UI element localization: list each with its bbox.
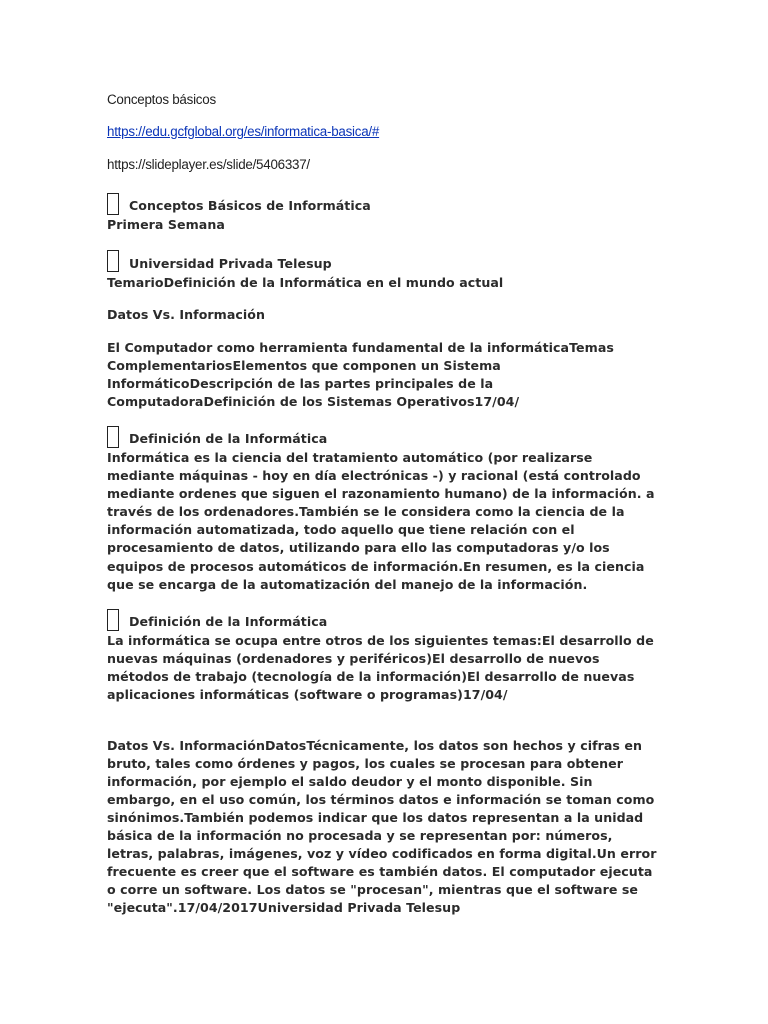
checkbox-glyph (107, 193, 119, 215)
paragraph-line: sinónimos.También podemos indicar que los datos representan a la unidad (107, 810, 644, 825)
paragraph-line: Informática es la ciencia del tratamiento automático (por realizarse (107, 450, 593, 465)
slideplayer-url: https://slideplayer.es/slide/5406337/ (107, 157, 310, 172)
paragraph-line: información automatizada, todo aquello que tiene relación con el (107, 522, 575, 537)
paragraph-line: información, por ejemplo el saldo deudor y el monto disponible. Sin (107, 774, 593, 789)
section-heading: Datos Vs. Información (107, 307, 265, 322)
gcfglobal-link[interactable]: https://edu.gcfglobal.org/es/informatica-basica/# (107, 124, 380, 139)
paragraph-line: embargo, en el uso común, los términos datos e información se toman como (107, 792, 655, 807)
paragraph-line: letras, palabras, imágenes, voz y vídeo codificados en forma digital.Un error (107, 846, 657, 861)
paragraph-line: ComplementariosElementos que componen un Sistema (107, 358, 501, 373)
paragraph-line: "ejecuta".17/04/2017Universidad Privada Telesup (107, 900, 461, 915)
paragraph-line: frecuente es creer que el software es también datos. El computador ejecuta (107, 864, 653, 879)
paragraph-line: mediante máquinas - hoy en día electrónicas -) y racional (está controlado (107, 468, 641, 483)
paragraph-line: nuevas máquinas (ordenadores y periféricos)El desarrollo de nuevos (107, 651, 600, 666)
paragraph-line: InformáticoDescripción de las partes principales de la (107, 376, 494, 391)
paragraph-line: procesamiento de datos, utilizando para ello las computadoras y/o los (107, 540, 610, 555)
paragraph-line: TemarioDefinición de la Informática en el mundo actual (107, 275, 504, 290)
paragraph-line: bruto, tales como órdenes y pagos, los cuales se procesan para obtener (107, 756, 624, 771)
paragraph-line: través de los ordenadores.También se le considera como la ciencia de la (107, 504, 625, 519)
paragraph-line: mediante ordenes que siguen el razonamiento humano) de la información. a (107, 486, 655, 501)
checkbox-glyph (107, 609, 119, 631)
paragraph-line: aplicaciones informáticas (software o programas)17/04/ (107, 687, 508, 702)
paragraph-line: métodos de trabajo (tecnología de la información)El desarrollo de nuevas (107, 669, 635, 684)
checkbox-glyph (107, 250, 119, 272)
paragraph-line: Primera Semana (107, 217, 225, 232)
paragraph-line: ComputadoraDefinición de los Sistemas Operativos17/04/ (107, 394, 520, 409)
paragraph-line: o corre un software. Los datos se "procesan", mientras que el software se (107, 882, 639, 897)
paragraph-line: que se encarga de la automatización del manejo de la información. (107, 577, 588, 592)
section-heading: Definición de la Informática (129, 431, 328, 446)
document-title: Conceptos básicos (107, 92, 216, 107)
paragraph-line: Datos Vs. InformaciónDatosTécnicamente, los datos son hechos y cifras en (107, 738, 643, 753)
section-heading: Definición de la Informática (129, 614, 328, 629)
paragraph-line: El Computador como herramienta fundamental de la informáticaTemas (107, 340, 614, 355)
paragraph-line: La informática se ocupa entre otros de los siguientes temas:El desarrollo de (107, 633, 654, 648)
paragraph-line: equipos de procesos automáticos de información.En resumen, es la ciencia (107, 559, 645, 574)
paragraph-line: básica de la información no procesada y se representan por: números, (107, 828, 613, 843)
checkbox-glyph (107, 426, 119, 448)
section-heading: Conceptos Básicos de Informática (129, 198, 371, 213)
section-heading: Universidad Privada Telesup (129, 256, 332, 271)
